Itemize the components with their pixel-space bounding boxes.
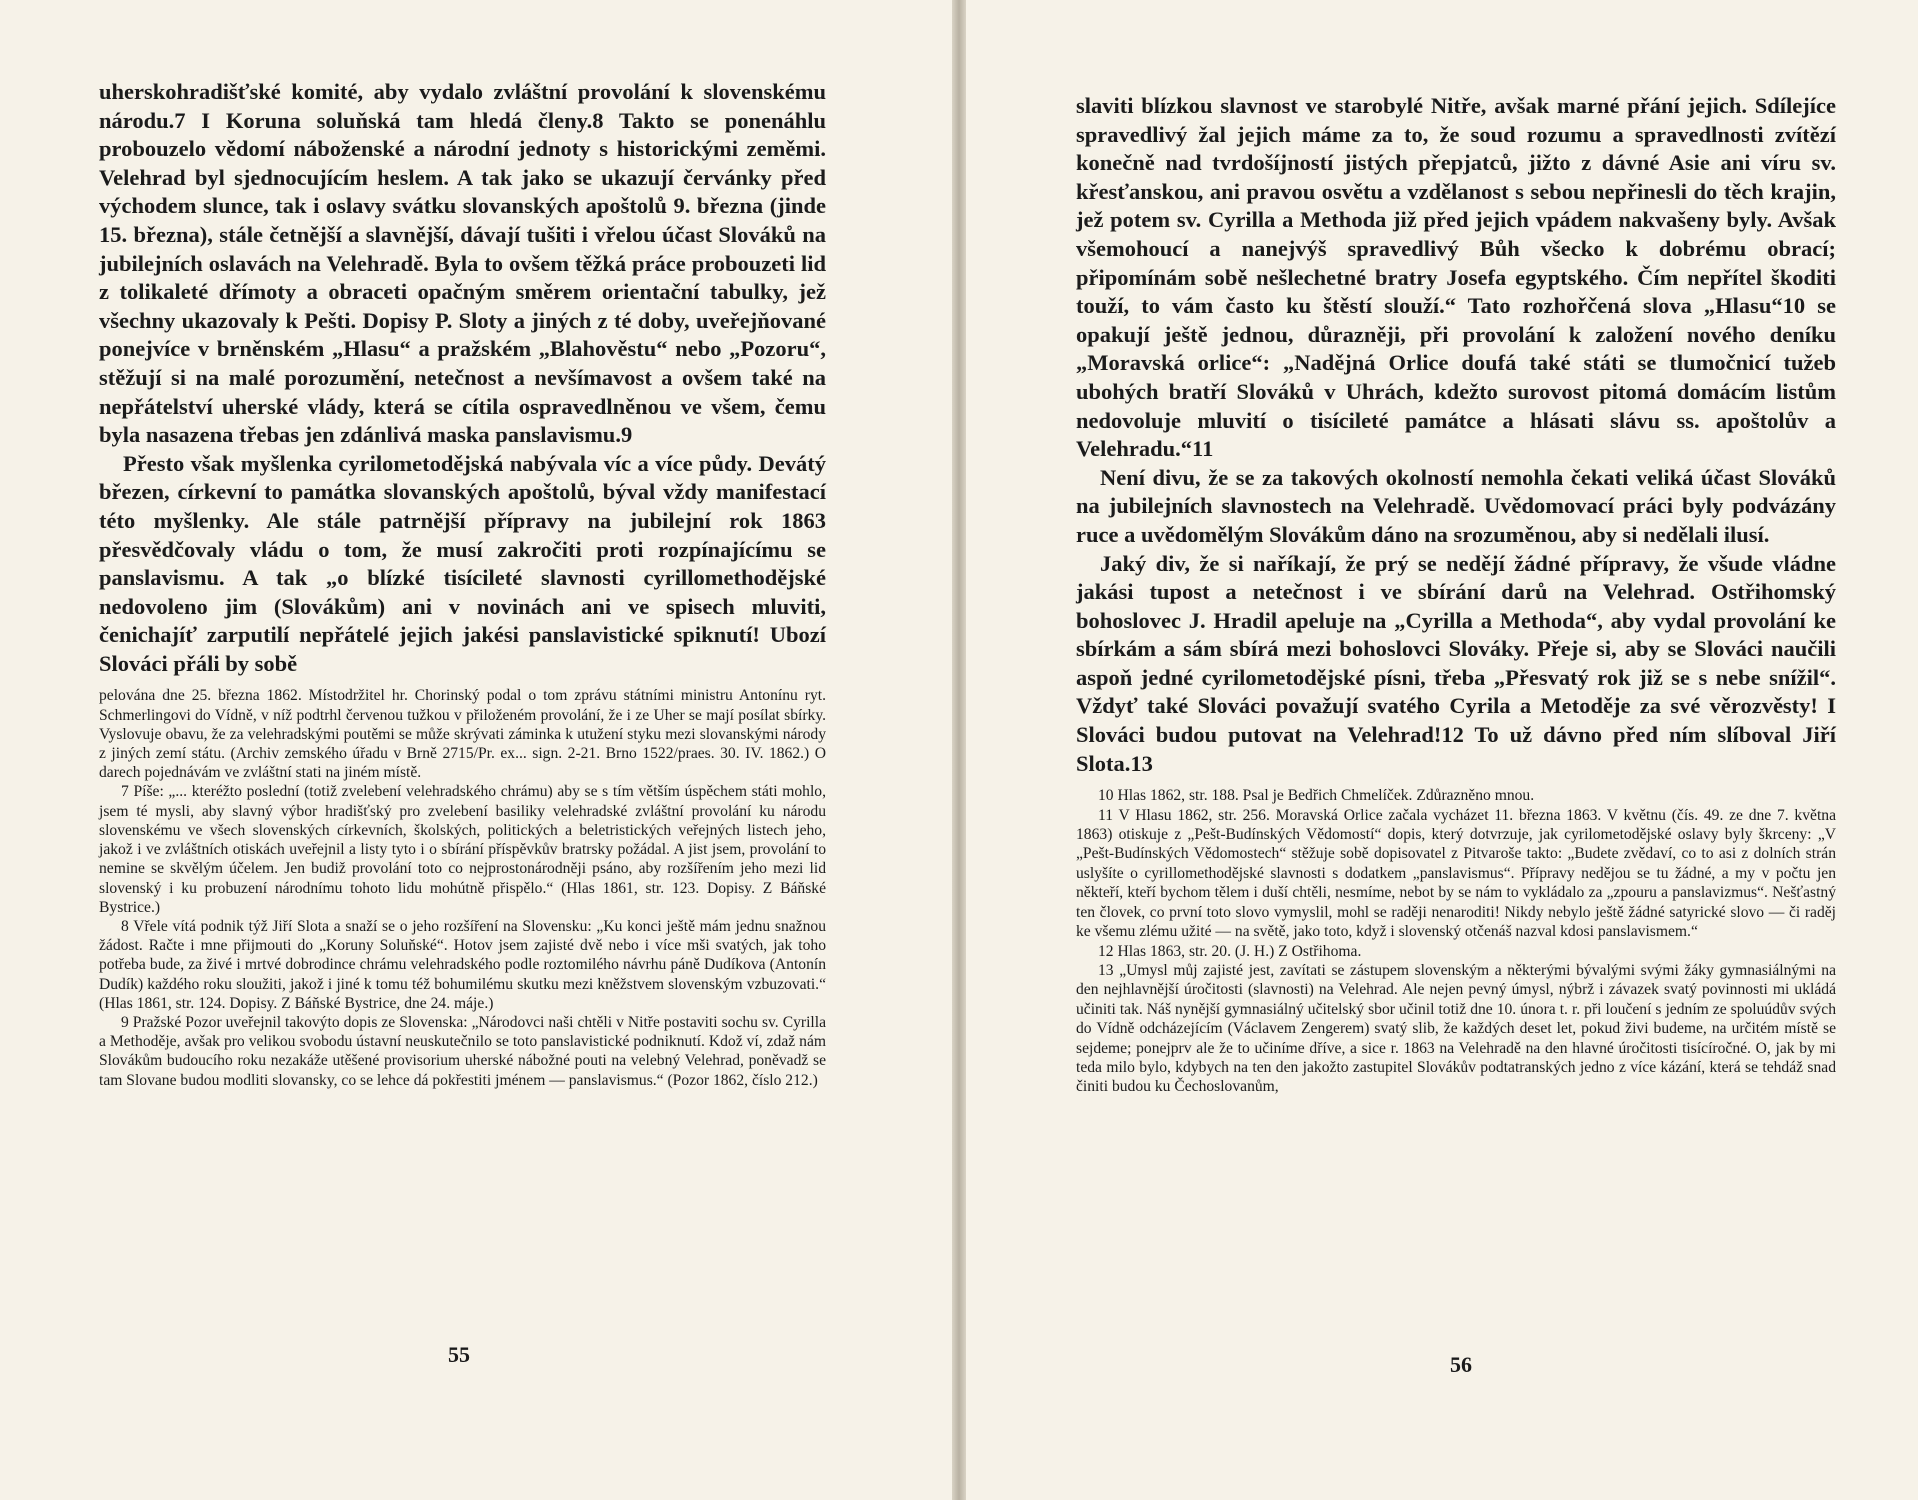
footnote-12: 12 Hlas 1863, str. 20. (J. H.) Z Ostřihoma.	[1098, 942, 1362, 960]
right-paragraph-2: Není divu, že se za takových okolností nemohla čekati veliká účast Slováků na jubilejních slavnostech na Velehradě. Uvědomovací práci byly podvázány ruce a uvědomělým Slovákům dáno na srozuměnou, aby si nedělali ilusí.	[1076, 464, 1836, 547]
right-paragraph-3: Jaký div, že si naříkají, že prý se nedějí žádné přípravy, že všude vládne jakási tupost a netečnost i ve sbírání darů na Velehrad. Ostřihomský bohoslovec J. Hradil apeluje na „Cyrilla a Methoda“, aby vydal provolání ke sbírkám a sám sbírá mezi bohoslovci Slováky. Přeje si, aby se Slováci naučili aspoň jedné cyrilometodějské písni, třeba „Přesvatý rok již se s nebe snížil“. Vždyť také Slováci považují svatého Cyrila a Metoděje za své věrozvěsty! I Slováci budou putovat na Velehrad!12 To už dávno před ním slíboval Jiří Slota.13	[1076, 550, 1836, 776]
footnote-11: 11 V Hlasu 1862, str. 256. Moravská Orlice začala vycházet 11. března 1863. V květnu (čís. 49. ze dne 7. května 1863) otiskuje z „Pešt-Budínských Vědomostí“ dopis, který dotvrzuje, jak cyrilometodějské oslavy byly škrceny: „V „Pešt-Budínských Vědomostech“ stěžuje sobě dopisovatel z Pitvaroše takto: „Budete zvědaví, co to asi z dolních strán uslyšíte o cyrillomethodějské slavnosti s dodatkem „panslavismus“. Přípravy nedějou se tu žádné, a my v počtu jen někteří, kteří bychom tělem i duší chtěli, nesmíme, nebot by se nám to vykládalo za „zpouru a panslavizmus“. Nešťastný ten človek, co první toto slovo vymyslil, mohl se raději nenaroditi! Nikdy nebylo ještě žádné satyrické slovo — či raděj ke všemu zlému užité — na světě, jako toto, když i slovenský otčenáš nazval kdosi panslavismem.“	[1076, 806, 1836, 941]
book-gutter	[952, 0, 966, 1500]
left-footnotes	[99, 686, 826, 1089]
right-page-column	[1076, 92, 1836, 1097]
footnote-continuation: pelována dne 25. března 1862. Místodržitel hr. Chorinský podal o tom zprávu státními ministru Antonínu ryt. Schmerlingovi do Vídně, v níž podtrhl červenou tužkou v přiloženém provolání, že i ze Uher se mají posílat sbírky. Vyslovuje obavu, že za velehradskými poutěmi se může skrývati záminka k utužení styku mezi slovanskými národy z jiných zemí státu. (Archiv zemského úřadu v Brně 2715/Pr. ex... sign. 2-21. Brno 1522/praes. 30. IV. 1862.) O darech pojednávám ve zvláštní stati na jiném místě.	[99, 687, 826, 782]
footnote-7: 7 Píše: „... kteréžto poslední (totiž zvelebení velehradského chrámu) aby se s tím větším úspěchem státi mohlo, jsem té mysli, aby slavný výbor hradišťský pro zvelebení basiliky velehradské zvláštní provolání ku národu slovenskému ve všech slovenských církevních, školských, politických a beletristických veřejných listech jeho, jakož i ve zvláštních otiskách uveřejnil a listy tyto i o sbírání příspěvkův bratrsky požádal. A jist jsem, provolání to nemine se skvělým účelem. Jen budiž provolání toto co nejprostonárodněji psáno, aby rozšířením jeho mezi lid slovenský i ku probuzení národnímu tohoto lidu mohútně přispělo.“ (Hlas 1861, str. 123. Dopisy. Z Báňské Bystrice.)	[99, 783, 826, 916]
page-number-right: 56	[1450, 1352, 1472, 1377]
left-page-column	[99, 78, 826, 1090]
right-body-text	[1076, 92, 1836, 778]
right-paragraph-1: slaviti blízkou slavnost ve starobylé Nitře, avšak marné přání jejich. Sdílejíce spravedlivý žal jejich máme za to, že soud rozumu a spravedlnosti zvítězí konečně nad tvrdošíjností jistých přepjatců, jižto z dávné Asie ani víru sv. křesťanskou, ani pravou osvětu a vzdělanost s sebou nepřinesli do těch krajin, jež potem sv. Cyrilla a Methoda již před jejich vpádem nakvašeny byly. Avšak všemohoucí a nanejvýš spravedlivý Bůh všecko k dobrému obrací; připomínám sobě nešlechetné bratry Josefa egyptského. Čím nepřítel škoditi touží, to vám často ku štěstí slouží.“ Tato rozhořčená slova „Hlasu“10 se opakují ještě jednou, důrazněji, při provolání k založení nového deníku „Moravská orlice“: „Nadějná Orlice doufá také státi se tlumočnicí tužeb ubohých bratří Slováků v Uhrách, kdežto surovost pitomá domácím listům nedovoluje mluvití o tisícileté památce a hlásati slávu ss. apoštolův a Velehradu.“11	[1076, 93, 1836, 462]
left-page	[0, 0, 952, 1500]
left-paragraph-1: uherskohradišťské komité, aby vydalo zvláštní provolání k slovenskému národu.7 I Koruna soluňská tam hledá členy.8 Takto se ponenáhlu probouzelo vědomí náboženské a národní jednoty s historickými zeměmi. Velehrad byl sjednocujícím heslem. A tak jako se ukazují červánky před východem slunce, tak i oslavy svátku slovanských apoštolů 9. března (jinde 15. března), stále četnější a slavnější, dávají tušiti i vřelou účast Slováků na jubilejních oslavách na Velehradě. Byla to ovšem těžká práce probouzeti lid z tolikaleté dřímoty a obraceti opačným směrem orientační tabulky, jež všechny ukazovaly k Pešti. Dopisy P. Sloty a jiných z té doby, uveřejňované ponejvíce v brněnském „Hlasu“ a pražském „Blahověstu“ nebo „Pozoru“, stěžují si na malé porozumění, netečnost a nevšímavost a ovšem také na nepřátelství uherské vlády, která se cítila ospravedlněnou ve všem, čemu byla nasazena třebas jen zdánlivá maska panslavismu.9	[99, 79, 826, 448]
left-body-text	[99, 78, 826, 678]
footnote-9: 9 Pražské Pozor uveřejnil takovýto dopis ze Slovenska: „Národovci naši chtěli v Nitře postaviti sochu sv. Cyrilla a Methoděje, avšak pro velikou svobodu ústavní neuskutečnilo se toto panslavistické podniknutí. Kdož ví, zdaž nám Slovákům budoucího roku nezakáže utěšené provisorium uherské nábožné pouti na velebný Velehrad, poněvadž se tam Slovane budou modliti slovansky, co se lehce dá pokřestiti jménem — panslavismus.“ (Pozor 1862, číslo 212.)	[99, 1013, 826, 1089]
footnote-8: 8 Vřele vítá podnik týž Jiří Slota a snaží se o jeho rozšíření na Slovensku: „Ku konci ještě mám jednu snažnou žádost. Račte i mne přijmouti do „Koruny Soluňské“. Hotov jsem zajisté dvě nebo i více mši svatých, jak toho potřeba bude, za živé i mrtvé dobrodince chrámu velehradského podle roztomilého návrhu páně Dudíkova (Antonín Dudík) každého roku sloužiti, jakož i jiné k tomu též bohumilému skutku mezi kněžstvem slovenským vzbuzovati.“ (Hlas 1861, str. 124. Dopisy. Z Báňské Bystrice, dne 24. máje.)	[99, 917, 826, 1012]
right-footnotes	[1076, 786, 1836, 1097]
footnote-13: 13 „Umysl můj zajisté jest, zavítati se zástupem slovenským a některými bývalými svými žáky gymnasiálnými na den nejhlavnější úročitosti (slavnosti) na Velehrad. Ale nejen pevný úmysl, nýbrž i závazek svatý povinnosti mi ukládá učiniti tak. Náš nynější gymnasiálný učitelský sbor učinil totiž dne 10. února t. r. při loučení s jedním ze spoluúdův svých do Vídně odcházejícím (Václavem Zengerem) svatý slib, že každých deset let, pokud živi budeme, na určitém místě se sejdeme; ponejprv ale že to učiníme dříve, a sice r. 1863 na Velehradě na den hlavné úročitosti tisícíročné. O, jak by mi teda milo bylo, kdybych na ten den jakožto zastupitel Slovákův podtatranských jedno z více kázání, která se tehdáž snad činiti budou ku Čechoslovanům,	[1076, 961, 1836, 1096]
right-page	[966, 0, 1918, 1500]
page-number-left: 55	[448, 1342, 470, 1367]
left-paragraph-2: Přesto však myšlenka cyrilometodějská nabývala víc a více půdy. Devátý březen, církevní to památka slovanských apoštolů, býval vždy manifestací této myšlenky. Ale stále patrnější přípravy na jubilejní rok 1863 přesvědčovaly vládu o tom, že musí zakročiti proti rozpínajícímu se panslavismu. A tak „o blízké tisícileté slavnosti cyrillomethodějské nedovoleno jim (Slovákům) ani v novinách ani ve spisech mluviti, čenichajíť zarputilí nepřátelé jejich jakési panslavistické spiknutí! Ubozí Slováci přáli by sobě	[99, 450, 826, 676]
footnote-10: 10 Hlas 1862, str. 188. Psal je Bedřich Chmelíček. Zdůrazněno mnou.	[1098, 787, 1535, 805]
